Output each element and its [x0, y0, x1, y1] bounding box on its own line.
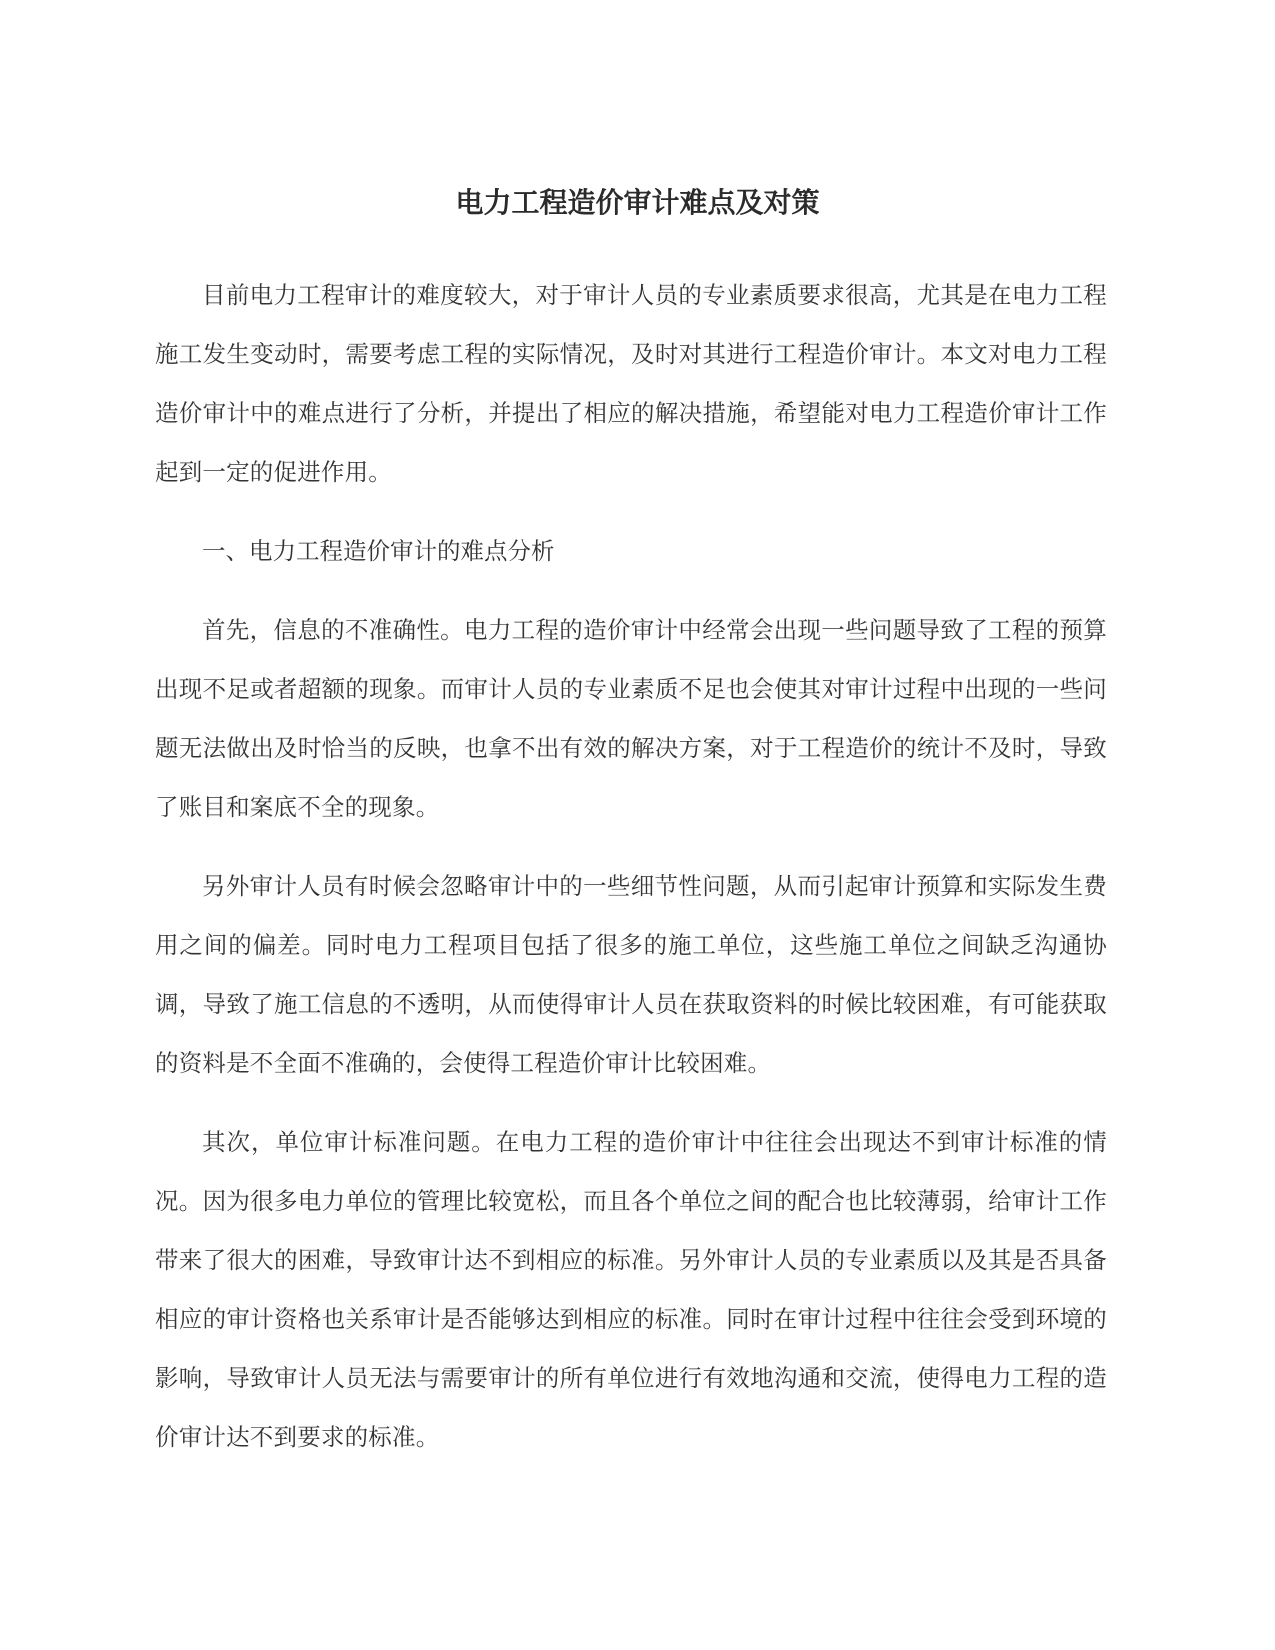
intro-paragraph: 目前电力工程审计的难度较大，对于审计人员的专业素质要求很高，尤其是在电力工程施工发生变动时，需要考虑工程的实际情况，及时对其进行工程造价审计。本文对电力工程造价审计中的难点进行了分析，并提出了相应的解决措施，希望能对电力工程造价审计工作起到一定的促进作用。	[155, 281, 1107, 486]
body-paragraph: 首先，信息的不准确性。电力工程的造价审计中经常会出现一些问题导致了工程的预算出现不足或者超额的现象。而审计人员的专业素质不足也会使其对审计过程中出现的一些问题无法做出及时恰当的反映，也拿不出有效的解决方案，对于工程造价的统计不及时，导致了账目和案底不全的现象。	[155, 616, 1107, 821]
body-paragraph: 另外审计人员有时候会忽略审计中的一些细节性问题，从而引起审计预算和实际发生费用之间的偏差。同时电力工程项目包括了很多的施工单位，这些施工单位之间缺乏沟通协调，导致了施工信息的不透明，从而使得审计人员在获取资料的时候比较困难，有可能获取的资料是不全面不准确的，会使得工程造价审计比较困难。	[155, 872, 1107, 1077]
section-heading: 一、电力工程造价审计的难点分析	[202, 537, 555, 565]
body-paragraph: 其次，单位审计标准问题。在电力工程的造价审计中往往会出现达不到审计标准的情况。因为很多电力单位的管理比较宽松，而且各个单位之间的配合也比较薄弱，给审计工作带来了很大的困难，导致审计达不到相应的标准。另外审计人员的专业素质以及其是否具备相应的审计资格也关系审计是否能够达到相应的标准。同时在审计过程中往往会受到环境的影响，导致审计人员无法与需要审计的所有单位进行有效地沟通和交流，使得电力工程的造价审计达不到要求的标准。	[155, 1128, 1107, 1451]
document-body	[155, 266, 1107, 1487]
document-title: 电力工程造价审计难点及对策	[455, 186, 820, 219]
